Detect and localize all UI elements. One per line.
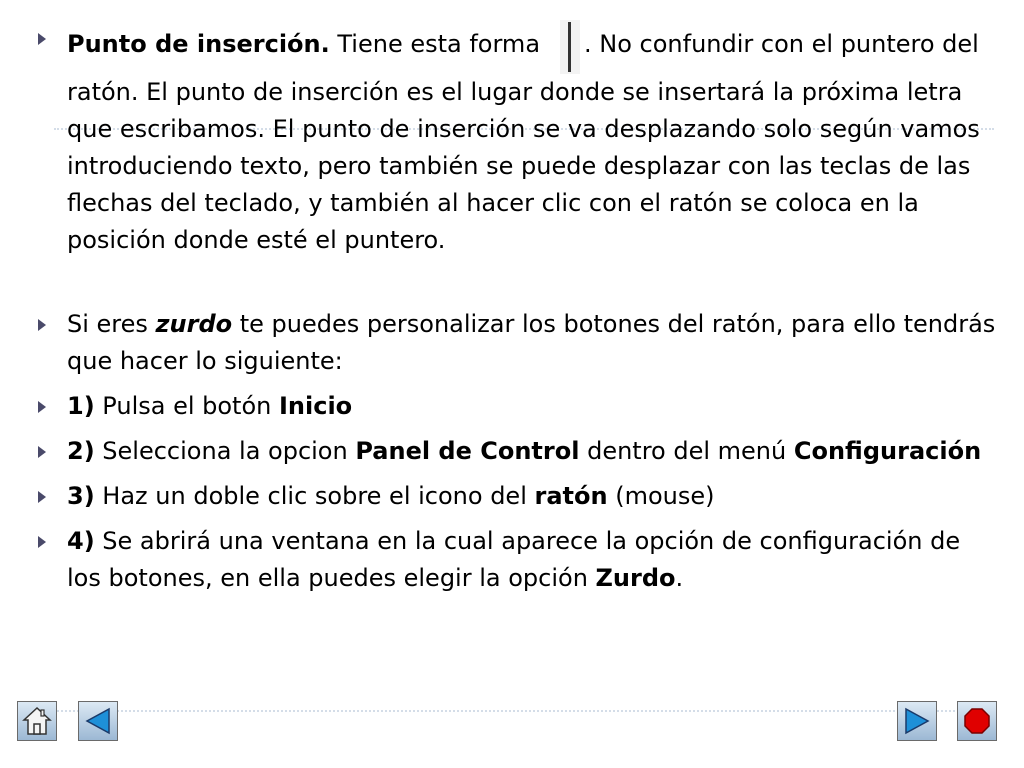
bullet-arrow-icon <box>38 319 46 331</box>
insertion-point-description: . No confundir con el puntero del ratón. El punto de inserción es el lugar donde se insertará la próxima letra que escribamos. El punto de inserción se va desplazando solo según vamos introduciendo texto, pero también se puede desplazar con las teclas de las flechas del teclado, y también al hacer clic con el ratón se coloca en la posición donde esté el puntero. <box>67 30 980 254</box>
step-bold: ratón <box>534 482 608 510</box>
step-text-2: . <box>675 564 684 592</box>
bullet-arrow-icon <box>38 491 46 503</box>
step-text: Se abrirá una ventana en la cual aparece la opción de configuración de los botones, en ella puedes elegir la opción <box>67 527 961 592</box>
home-button[interactable] <box>17 701 57 741</box>
triangle-left-icon <box>83 706 113 736</box>
step-number: 2) <box>67 437 95 465</box>
step-text: Haz un doble clic sobre el icono del <box>94 482 535 510</box>
list-item <box>38 306 1000 380</box>
end-show-button[interactable] <box>957 701 997 741</box>
left-handed-post: te puedes personalizar los botones del ratón, para ello tendrás que hacer lo siguiente: <box>67 310 996 375</box>
list-item <box>38 20 1000 259</box>
step-text-2: (mouse) <box>607 482 715 510</box>
bullet-arrow-icon <box>38 536 46 548</box>
next-slide-button[interactable] <box>897 701 937 741</box>
step-text: Pulsa el botón <box>94 392 279 420</box>
step-bold: Inicio <box>278 392 353 420</box>
left-handed-pre: Si eres <box>67 310 156 338</box>
step-number: 3) <box>67 482 95 510</box>
bullet-arrow-icon <box>38 446 46 458</box>
step-bold: Panel de Control <box>355 437 580 465</box>
list-item <box>38 388 1000 425</box>
stop-octagon-icon <box>962 706 992 736</box>
insertion-point-text: Tiene esta forma <box>329 30 541 58</box>
bullet-arrow-icon <box>38 33 46 45</box>
step-text-2: dentro del menú <box>579 437 794 465</box>
step-bold-2: Configuración <box>793 437 982 465</box>
home-icon <box>21 705 53 737</box>
bullet-arrow-icon <box>38 401 46 413</box>
left-handed-emphasis: zurdo <box>155 310 233 338</box>
insertion-point-title: Punto de inserción. <box>67 30 330 58</box>
list-item <box>38 478 1000 515</box>
text-cursor-icon <box>560 20 580 74</box>
step-bold: Zurdo <box>595 564 676 592</box>
step-text: Selecciona la opcion <box>94 437 356 465</box>
divider-bottom <box>54 710 994 712</box>
triangle-right-icon <box>902 706 932 736</box>
bullet-list <box>38 20 1000 605</box>
step-number: 4) <box>67 527 95 555</box>
list-item <box>38 433 1000 470</box>
list-item <box>38 523 1000 597</box>
previous-slide-button[interactable] <box>78 701 118 741</box>
step-number: 1) <box>67 392 95 420</box>
